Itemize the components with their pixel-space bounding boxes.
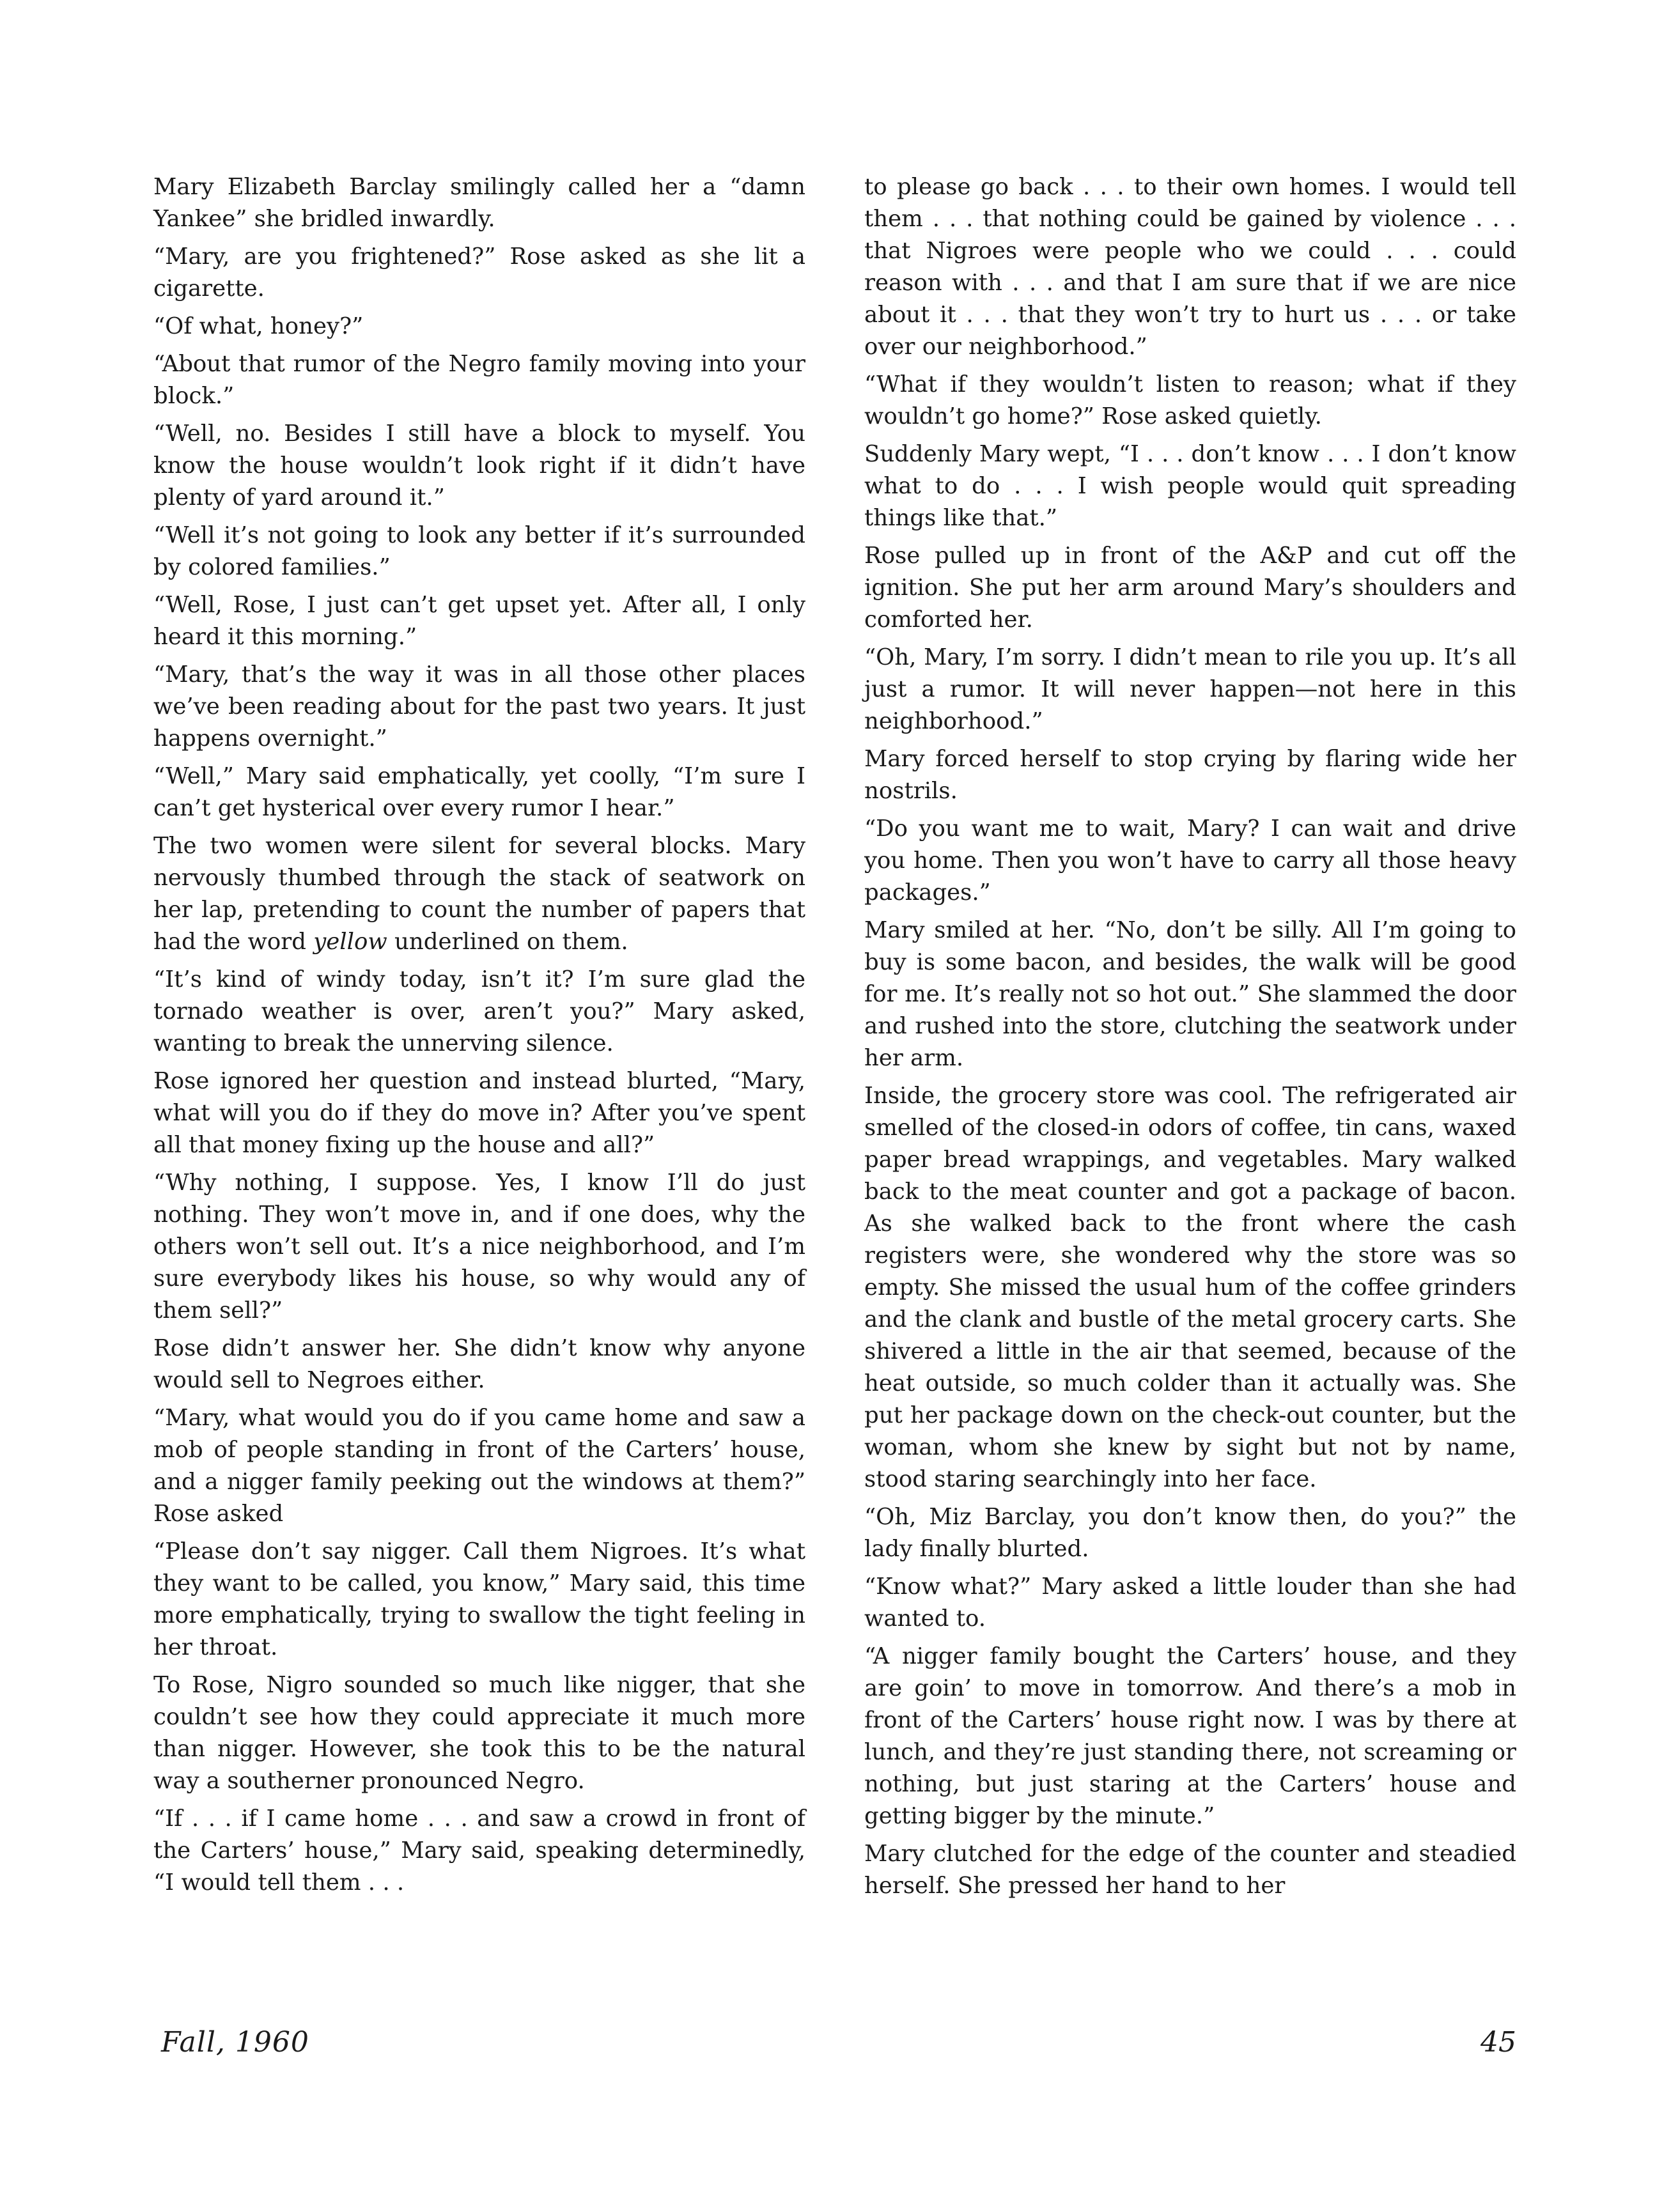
text-column-right: [864, 171, 1516, 1902]
paragraph: “Well, no. Besides I still have a block to myself. You know the house wouldn’t look right if it didn’t have plenty of yard around it.”: [153, 421, 805, 511]
paragraph: “About that rumor of the Negro family moving into your block.”: [153, 351, 805, 409]
paragraph: “Mary, that’s the way it was in all those other places we’ve been reading about for the past two years. It just happens overnight.”: [153, 661, 805, 752]
paragraph: “Oh, Miz Barclay, you don’t know then, do you?” the lady finally blurted.: [864, 1504, 1516, 1562]
text-column-left: [153, 171, 805, 1899]
paragraph: Mary smiled at her. “No, don’t be silly. All I’m going to buy is some bacon, and besides, the walk will be good for me. It’s really not so hot out.” She slammed the door and rushed into the store, clutching the seatwork under her arm.: [864, 917, 1516, 1071]
paragraph: The two women were silent for several blocks. Mary nervously thumbed through the stack of seatwork on her lap, pretending to count the number of papers that had the word yellow underlined on them.: [153, 833, 805, 955]
paragraph: “A nigger family bought the Carters’ house, and they are goin’ to move in tomorrow. And there’s a mob in front of the Carters’ house right now. I was by there at lunch, and they’re just standing there, not screaming or nothing, but just staring at the Carters’ house and getting bigger by the minute.”: [864, 1643, 1516, 1829]
paragraph: “Well,” Mary said emphatically, yet coolly, “I’m sure I can’t get hysterical over every rumor I hear.”: [153, 763, 805, 821]
paragraph: “Know what?” Mary asked a little louder than she had wanted to.: [864, 1574, 1516, 1632]
footer-issue-date: Fall, 1960: [161, 2026, 309, 2059]
paragraph: Suddenly Mary wept, “I . . . don’t know . . . I don’t know what to do . . . I wish people would quit spreading things like that.”: [864, 441, 1516, 531]
paragraph: to please go back . . . to their own homes. I would tell them . . . that nothing could be gained by violence . . . that Nigroes were people who we could . . . could reason with . . . and that I am sure that if we are nice about it . . . that they won’t try to hurt us . . . or take over our neighborhood.”: [864, 174, 1516, 360]
paragraph: “Mary, what would you do if you came home and saw a mob of people standing in front of the Carters’ house, and a nigger family peeking out the windows at them?” Rose asked: [153, 1405, 805, 1527]
paragraph: “Oh, Mary, I’m sorry. I didn’t mean to rile you up. It’s all just a rumor. It will never happen—not here in this neighborhood.”: [864, 644, 1516, 734]
paragraph: Inside, the grocery store was cool. The refrigerated air smelled of the closed-in odors of coffee, tin cans, waxed paper bread wrappings, and vegetables. Mary walked back to the meat counter and got a package of bacon. As she walked back to the front where the cash registers were, she wondered why the store was so empty. She missed the usual hum of the coffee grinders and the clank and bustle of the metal grocery carts. She shivered a little in the air that seemed, because of the heat outside, so much colder than it actually was. She put her package down on the check-out counter, but the woman, whom she knew by sight but not by name, stood staring searchingly into her face.: [864, 1083, 1516, 1492]
paragraph: “Please don’t say nigger. Call them Nigroes. It’s what they want to be called, you know,” Mary said, this time more emphatically, trying to swallow the tight feeling in her throat.: [153, 1538, 805, 1660]
paragraph: Mary Elizabeth Barclay smilingly called her a “damn Yankee” she bridled inwardly.: [153, 174, 805, 232]
paragraph: Rose didn’t answer her. She didn’t know why anyone would sell to Negroes either.: [153, 1335, 805, 1393]
paragraph: Rose ignored her question and instead blurted, “Mary, what will you do if they do move in? After you’ve spent all that money fixing up the house and all?”: [153, 1068, 805, 1158]
paragraph: Mary forced herself to stop crying by flaring wide her nostrils.: [864, 746, 1516, 804]
paragraph: “Of what, honey?”: [153, 313, 364, 339]
paragraph: “Mary, are you frightened?” Rose asked as she lit a cigarette.: [153, 244, 805, 302]
paragraph: Rose pulled up in front of the A&P and cut off the ignition. She put her arm around Mary’s shoulders and comforted her.: [864, 543, 1516, 633]
paragraph: “If . . . if I came home . . . and saw a crowd in front of the Carters’ house,” Mary said, speaking determinedly, “I would tell them . . .: [153, 1806, 805, 1896]
paragraph: “Why nothing, I suppose. Yes, I know I’ll do just nothing. They won’t move in, and if one does, why the others won’t sell out. It’s a nice neighborhood, and I’m sure everybody likes his house, so why would any of them sell?”: [153, 1170, 805, 1324]
paragraph: “Well, Rose, I just can’t get upset yet. After all, I only heard it this morning.”: [153, 592, 805, 650]
paragraph: “Well it’s not going to look any better if it’s surrounded by colored families.”: [153, 522, 805, 580]
paragraph: Mary clutched for the edge of the counter and steadied herself. She pressed her hand to her: [864, 1841, 1516, 1899]
paragraph: “It’s kind of windy today, isn’t it? I’m sure glad the tornado weather is over, aren’t you?” Mary asked, wanting to break the unnerving silence.: [153, 966, 805, 1056]
footer-page-number: 45: [1481, 2026, 1516, 2059]
paragraph: To Rose, Nigro sounded so much like nigger, that she couldn’t see how they could appreciate it much more than nigger. However, she took this to be the natural way a southerner pronounced Negro.: [153, 1672, 805, 1794]
paragraph: “What if they wouldn’t listen to reason; what if they wouldn’t go home?” Rose asked quietly.: [864, 371, 1516, 429]
paragraph: “Do you want me to wait, Mary? I can wait and drive you home. Then you won’t have to carry all those heavy packages.”: [864, 816, 1516, 906]
